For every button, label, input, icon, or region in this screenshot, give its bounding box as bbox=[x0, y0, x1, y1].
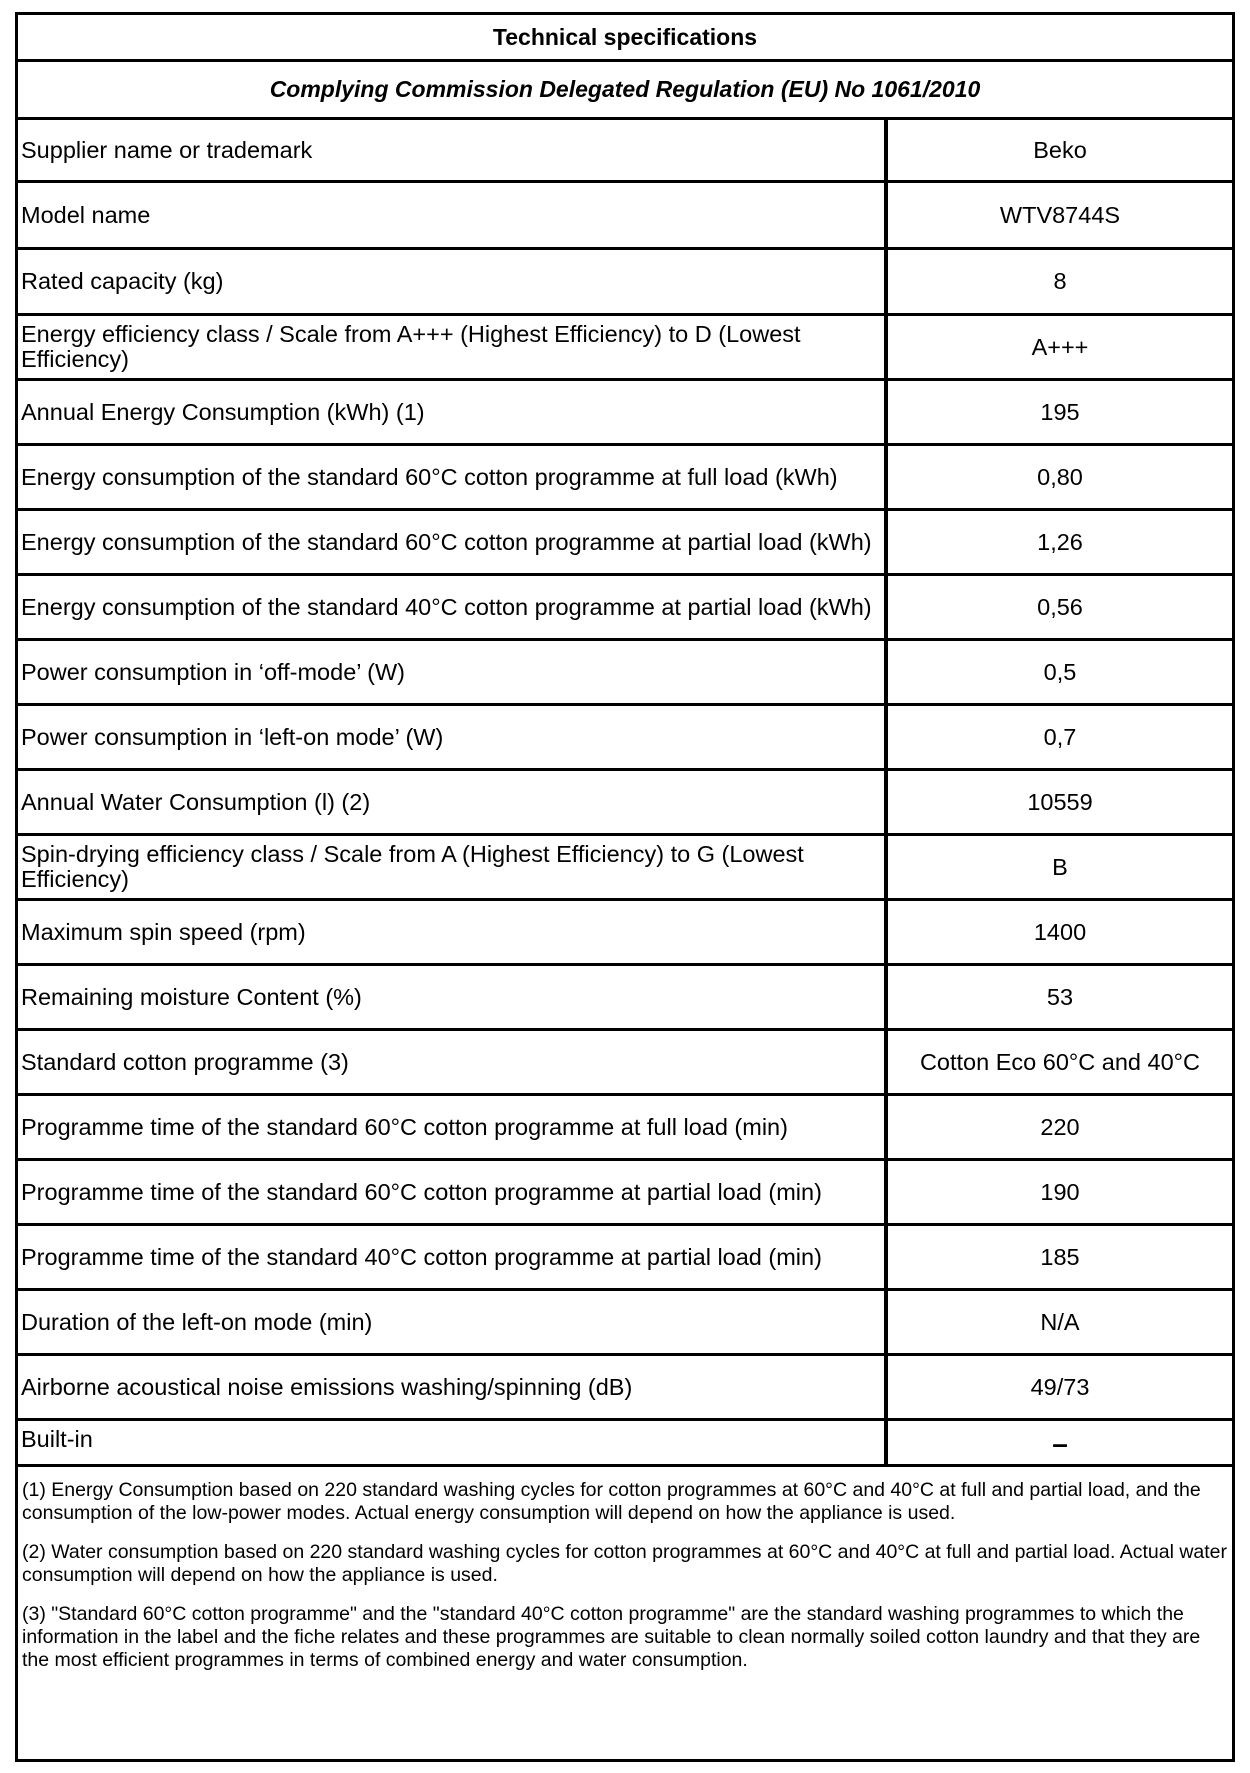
spec-value: 0,5 bbox=[1043, 658, 1077, 685]
spec-value: 49/73 bbox=[1030, 1373, 1090, 1400]
spec-row-energy-60-full bbox=[18, 446, 1232, 511]
spec-row-energy-60-partial bbox=[18, 511, 1232, 576]
spec-value: 0,80 bbox=[1037, 463, 1083, 490]
spec-row-time-60-full bbox=[18, 1096, 1232, 1161]
spec-label: Supplier name or trademark bbox=[18, 120, 888, 180]
spec-value: Beko bbox=[1033, 136, 1087, 163]
spec-value: N/A bbox=[1040, 1308, 1080, 1335]
spec-label: Energy efficiency class / Scale from A+++ (Highest Efficiency) to D (Lowest Efficiency) bbox=[18, 316, 888, 378]
spec-value: 8 bbox=[1053, 268, 1067, 294]
footnote-3: (3) "Standard 60°C cotton programme" and the "standard 40°C cotton programme" are the standard washing programmes to which the information in the label and the fiche relates and these programmes are suitable to clean normally soiled cotton laundry and that they are the most efficient programmes in terms of combined energy and water consumption. bbox=[22, 1603, 1201, 1671]
spec-row-built-in bbox=[18, 1421, 1232, 1467]
spec-row-energy-40-partial bbox=[18, 576, 1232, 641]
spec-row-time-40-partial bbox=[18, 1226, 1232, 1291]
spec-label: Duration of the left-on mode (min) bbox=[18, 1291, 888, 1353]
spec-value: 10559 bbox=[1027, 788, 1093, 815]
spec-value: 0,7 bbox=[1043, 723, 1077, 750]
spec-label: Remaining moisture Content (%) bbox=[18, 966, 888, 1028]
spec-row-moisture bbox=[18, 966, 1232, 1031]
spec-label: Built-in bbox=[18, 1421, 888, 1464]
spec-label: Model name bbox=[18, 183, 888, 247]
spec-value: WTV8744S bbox=[999, 201, 1121, 228]
spec-row-spin-class bbox=[18, 836, 1232, 901]
spec-value: 1400 bbox=[1033, 918, 1087, 945]
spec-row-model bbox=[18, 183, 1232, 250]
sheet-title: Technical specifications bbox=[18, 15, 1232, 62]
spec-value: 190 bbox=[1040, 1178, 1080, 1205]
spec-sheet bbox=[15, 12, 1235, 1762]
footnote-1: (1) Energy Consumption based on 220 standard washing cycles for cotton programmes at 60°C and 40°C at full and partial load, and the consumption of the low-power modes. Actual energy consumption will depend on how the appliance is used. bbox=[22, 1479, 1201, 1524]
spec-label: Programme time of the standard 60°C cotton programme at partial load (min) bbox=[18, 1161, 888, 1223]
spec-row-left-on-mode bbox=[18, 706, 1232, 771]
spec-label: Power consumption in ‘left-on mode’ (W) bbox=[18, 706, 888, 768]
spec-label: Programme time of the standard 60°C cotton programme at full load (min) bbox=[18, 1096, 888, 1158]
spec-row-standard-programme bbox=[18, 1031, 1232, 1096]
spec-row-capacity bbox=[18, 250, 1232, 316]
spec-label: Energy consumption of the standard 60°C cotton programme at full load (kWh) bbox=[18, 446, 888, 508]
spec-value: A+++ bbox=[1031, 333, 1089, 360]
spec-value: 53 bbox=[1046, 983, 1074, 1010]
spec-row-noise bbox=[18, 1356, 1232, 1421]
spec-label: Annual Water Consumption (l) (2) bbox=[18, 771, 888, 833]
spec-value: 0,56 bbox=[1037, 593, 1083, 620]
spec-value: 195 bbox=[1040, 398, 1080, 425]
spec-value: B bbox=[1052, 853, 1068, 880]
spec-row-annual-energy bbox=[18, 381, 1232, 446]
spec-value: – bbox=[1052, 1428, 1068, 1459]
spec-label: Maximum spin speed (rpm) bbox=[18, 901, 888, 963]
sheet-subtitle: Complying Commission Delegated Regulation (EU) No 1061/2010 bbox=[18, 62, 1232, 120]
spec-row-time-60-partial bbox=[18, 1161, 1232, 1226]
spec-label: Standard cotton programme (3) bbox=[18, 1031, 888, 1093]
spec-row-spin-speed bbox=[18, 901, 1232, 966]
spec-value: 1,26 bbox=[1037, 528, 1083, 555]
spec-label: Rated capacity (kg) bbox=[18, 250, 888, 313]
spec-row-off-mode bbox=[18, 641, 1232, 706]
spec-label: Programme time of the standard 40°C cotton programme at partial load (min) bbox=[18, 1226, 888, 1288]
spec-label: Annual Energy Consumption (kWh) (1) bbox=[18, 381, 888, 443]
spec-label: Power consumption in ‘off-mode’ (W) bbox=[18, 641, 888, 703]
spec-label: Spin-drying efficiency class / Scale from A (Highest Efficiency) to G (Lowest Efficiency) bbox=[18, 836, 888, 898]
spec-label: Energy consumption of the standard 40°C cotton programme at partial load (kWh) bbox=[18, 576, 888, 638]
spec-value: 185 bbox=[1040, 1243, 1080, 1270]
spec-label: Energy consumption of the standard 60°C cotton programme at partial load (kWh) bbox=[18, 511, 888, 573]
footnotes bbox=[18, 1467, 1232, 1759]
spec-value: Cotton Eco 60°C and 40°C bbox=[919, 1048, 1201, 1075]
spec-value: 220 bbox=[1040, 1113, 1080, 1140]
footnote-2: (2) Water consumption based on 220 standard washing cycles for cotton programmes at 60°C and 40°C at full and partial load. Actual water consumption will depend on how the appliance is used. bbox=[22, 1541, 1228, 1586]
spec-row-left-on-duration bbox=[18, 1291, 1232, 1356]
spec-row-annual-water bbox=[18, 771, 1232, 836]
spec-row-energy-class bbox=[18, 316, 1232, 381]
spec-label: Airborne acoustical noise emissions washing/spinning (dB) bbox=[18, 1356, 888, 1418]
spec-row-supplier bbox=[18, 120, 1232, 183]
